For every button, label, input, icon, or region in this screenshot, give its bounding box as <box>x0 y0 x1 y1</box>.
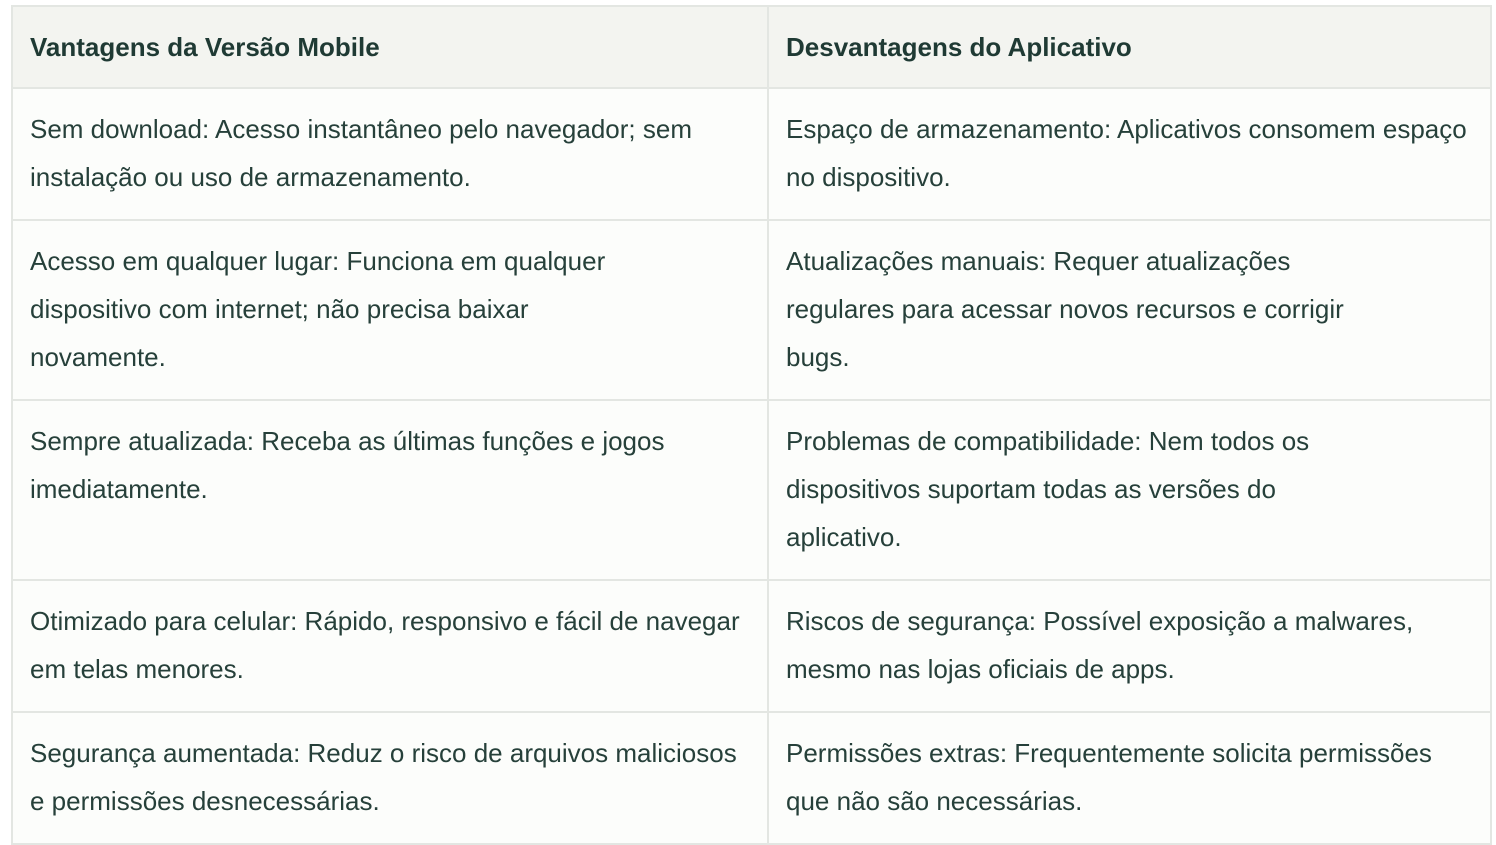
disadvantage-cell: Atualizações manuais: Requer atualizações regulares para acessar novos recursos e corrigir bugs. <box>768 220 1491 400</box>
table-row <box>12 220 1491 400</box>
advantage-cell: Segurança aumentada: Reduz o risco de arquivos maliciosos e permissões desnecessárias. <box>12 712 768 844</box>
advantage-cell: Sem download: Acesso instantâneo pelo navegador; sem instalação ou uso de armazenamento. <box>12 88 768 220</box>
table-body <box>12 88 1491 844</box>
table-header-row <box>12 6 1491 88</box>
header-disadvantages-app: Desvantagens do Aplicativo <box>768 6 1491 88</box>
table-header <box>12 6 1491 88</box>
disadvantage-cell: Riscos de segurança: Possível exposição a malwares, mesmo nas lojas oficiais de apps. <box>768 580 1491 712</box>
table-row <box>12 580 1491 712</box>
advantage-cell: Otimizado para celular: Rápido, responsivo e fácil de navegar em telas menores. <box>12 580 768 712</box>
disadvantage-cell: Permissões extras: Frequentemente solicita permissões que não são necessárias. <box>768 712 1491 844</box>
header-advantages-mobile: Vantagens da Versão Mobile <box>12 6 768 88</box>
disadvantage-cell: Problemas de compatibilidade: Nem todos os dispositivos suportam todas as versões do aplicativo. <box>768 400 1491 580</box>
comparison-table-container <box>11 5 1490 845</box>
table-row <box>12 400 1491 580</box>
advantage-cell: Sempre atualizada: Receba as últimas funções e jogos imediatamente. <box>12 400 768 580</box>
comparison-table <box>11 5 1492 845</box>
disadvantage-cell: Espaço de armazenamento: Aplicativos consomem espaço no dispositivo. <box>768 88 1491 220</box>
table-row <box>12 712 1491 844</box>
advantage-cell: Acesso em qualquer lugar: Funciona em qualquer dispositivo com internet; não precisa baixar novamente. <box>12 220 768 400</box>
table-row <box>12 88 1491 220</box>
